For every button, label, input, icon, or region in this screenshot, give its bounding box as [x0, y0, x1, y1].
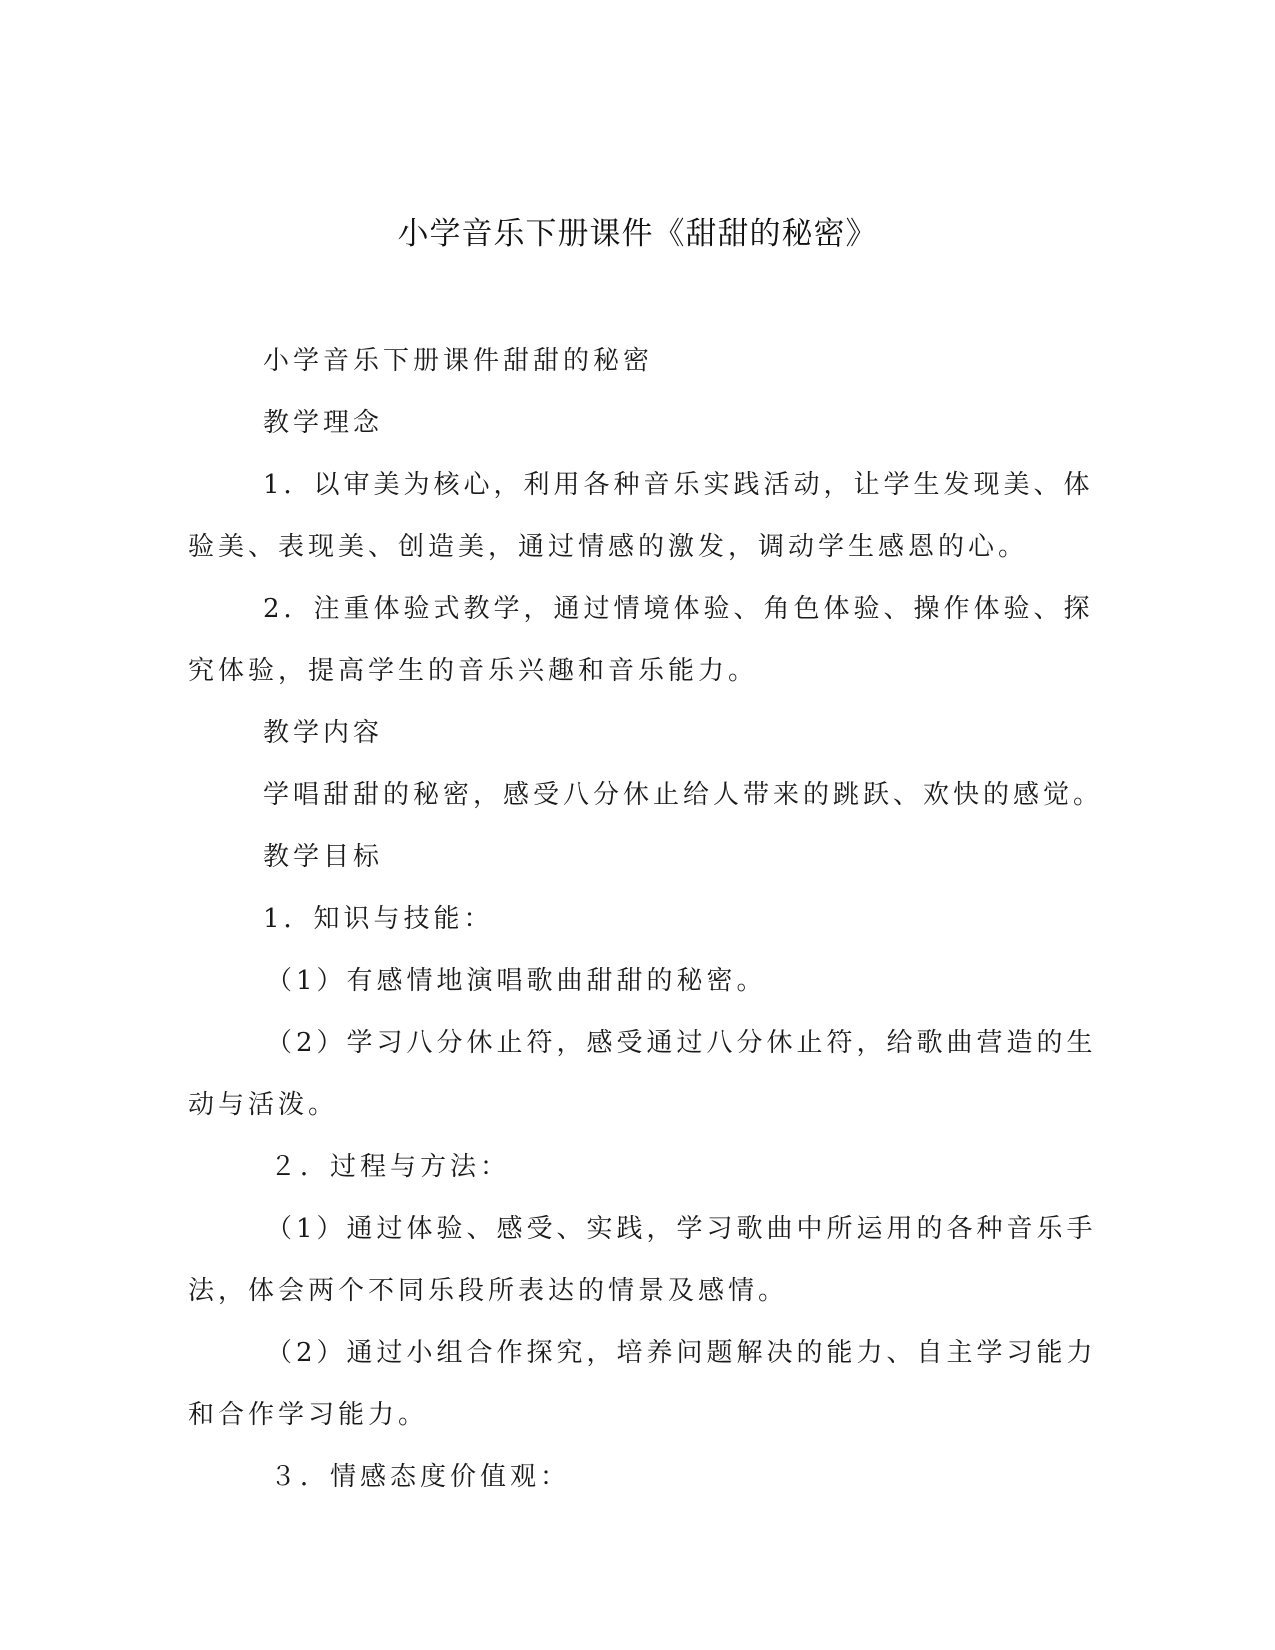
heading-teaching-goals: 教学目标	[263, 842, 384, 872]
paragraph-line: 法，体会两个不同乐段所表达的情景及感情。	[188, 1276, 789, 1306]
heading-teaching-content: 教学内容	[263, 718, 384, 748]
paragraph-line: 究体验，提高学生的音乐兴趣和音乐能力。	[188, 656, 759, 686]
document-title: 小学音乐下册课件《甜甜的秘密》	[397, 216, 878, 252]
list-item: （2）学习八分休止符，感受通过八分休止符，给歌曲营造的生	[266, 1028, 1097, 1058]
paragraph-line: 验美、表现美、创造美，通过情感的激发，调动学生感恩的心。	[188, 532, 1029, 562]
list-item: （2）通过小组合作探究，培养问题解决的能力、自主学习能力	[266, 1338, 1097, 1368]
list-item: ２．过程与方法：	[270, 1152, 511, 1182]
paragraph-line: 学唱甜甜的秘密，感受八分休止给人带来的跳跃、欢快的感觉。	[263, 780, 1104, 810]
document-body	[188, 330, 1104, 1508]
list-item: 1．知识与技能：	[263, 904, 494, 934]
paragraph-line: 和合作学习能力。	[188, 1400, 429, 1430]
paragraph-line: 2．注重体验式教学，通过情境体验、角色体验、操作体验、探	[263, 594, 1094, 624]
list-item: ３．情感态度价值观：	[270, 1462, 571, 1492]
paragraph-line: 动与活泼。	[188, 1090, 339, 1120]
subtitle-line: 小学音乐下册课件甜甜的秘密	[263, 346, 654, 376]
list-item: （1）有感情地演唱歌曲甜甜的秘密。	[266, 966, 767, 996]
paragraph-line: 1．以审美为核心，利用各种音乐实践活动，让学生发现美、体	[263, 470, 1094, 500]
list-item: （1）通过体验、感受、实践，学习歌曲中所运用的各种音乐手	[266, 1214, 1097, 1244]
heading-teaching-concept: 教学理念	[263, 408, 384, 438]
